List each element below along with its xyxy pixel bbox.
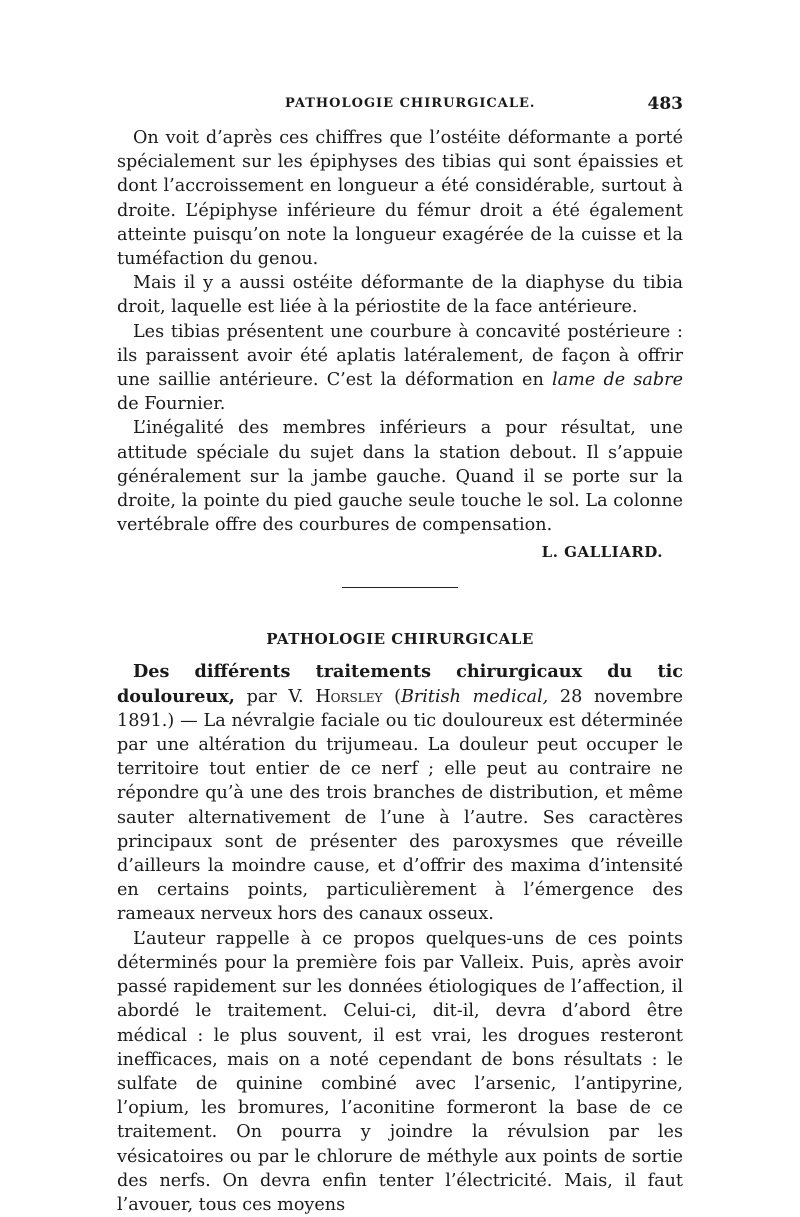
abstract-source: British medical,: [400, 686, 549, 707]
abstract-body: La névralgie faciale ou tic douloureux est déterminée par une altération du trijumeau. La douleur peut occuper le territoire tout entier de ce nerf ; elle peut au contraire ne répondre qu’à une des trois branches de distribution, et même sauter alternativement de l’une à l’autre. Ses caractères principaux sont de présenter des paroxysmes que réveille d’ailleurs la moindre cause, et d’offrir des maxima d’intensité en certains points, particulièrement à l’émergence des rameaux nerveux hors des canaux osseux.: [117, 710, 683, 925]
paragraph-3: [117, 320, 683, 417]
author-signature: L. GALLIARD.: [541, 543, 663, 562]
running-title: PATHOLOGIE CHIRURGICALE.: [285, 96, 536, 111]
paragraph-1: On voit d’après ces chiffres que l’ostéite déformante a porté spécialement sur les épiphyses des tibias qui sont épaissies et dont l’accroissement en longueur a été considérable, surtout à droite. L’épiphyse inférieure du fémur droit a été également atteinte puisqu’on note la longueur exagérée de la cuisse et la tuméfaction du genou.: [117, 128, 683, 270]
paragraph-2: Mais il y a aussi ostéite déformante de la diaphyse du tibia droit, laquelle est liée à la périostite de la face antérieure.: [117, 273, 683, 318]
abstract-author: Horsley: [315, 686, 383, 707]
paragraph-6: L’auteur rappelle à ce propos quelques-uns de ces points déterminés pour la première fois par Valleix. Puis, après avoir passé rapidement sur les données étiologiques de l’affection, il abordé le traitement. Celui-ci, dit-il, devra d’abord être médical : le plus souvent, il est vrai, les drogues resteront inefficaces, mais on a noté cependant de bons résultats : le sulfate de quinine combiné avec l’arsenic, l’antipyrine, l’opium, les bromures, l’aconitine formeront la base de ce traitement. On pourra y joindre la révulsion par les vésicatoires ou par le chlorure de méthyle aux points de sortie des nerfs. On devra enfin tenter l’électricité. Mais, il faut l’avouer, tous ces moyens: [117, 928, 683, 1215]
abstract-date: 28 novembre 1891.) —: [117, 686, 683, 731]
section-divider: [342, 587, 458, 588]
page-header: [117, 96, 683, 126]
text-column: [117, 96, 683, 1217]
section-title: PATHOLOGIE CHIRURGICALE: [266, 630, 534, 649]
abstract-source-open: (: [382, 686, 401, 707]
abstract-paragraph: [117, 660, 683, 926]
paragraph-3-emphasis: lame de sabre: [552, 370, 683, 391]
abstract-title: Des différents traitements chirurgicaux du tic douloureux,: [117, 661, 683, 707]
paragraph-4: L’inégalité des membres inférieurs a pour résultat, une attitude spéciale du sujet dans la station debout. Il s’appuie généralement sur la jambe gauche. Quand il se porte sur la droite, la pointe du pied gauche seule touche le sol. La colonne vertébrale offre des courbures de compensation.: [117, 418, 683, 536]
page-number: 483: [647, 94, 683, 114]
abstract-by: par V.: [234, 686, 316, 707]
paragraph-3-start: Les tibias présentent une courbure à concavité postérieure : ils paraissent avoir été aplatis latéralement, de façon à offrir une saillie antérieure. C’est la déformation en: [117, 321, 683, 391]
paragraph-3-end: de Fournier.: [117, 394, 226, 415]
